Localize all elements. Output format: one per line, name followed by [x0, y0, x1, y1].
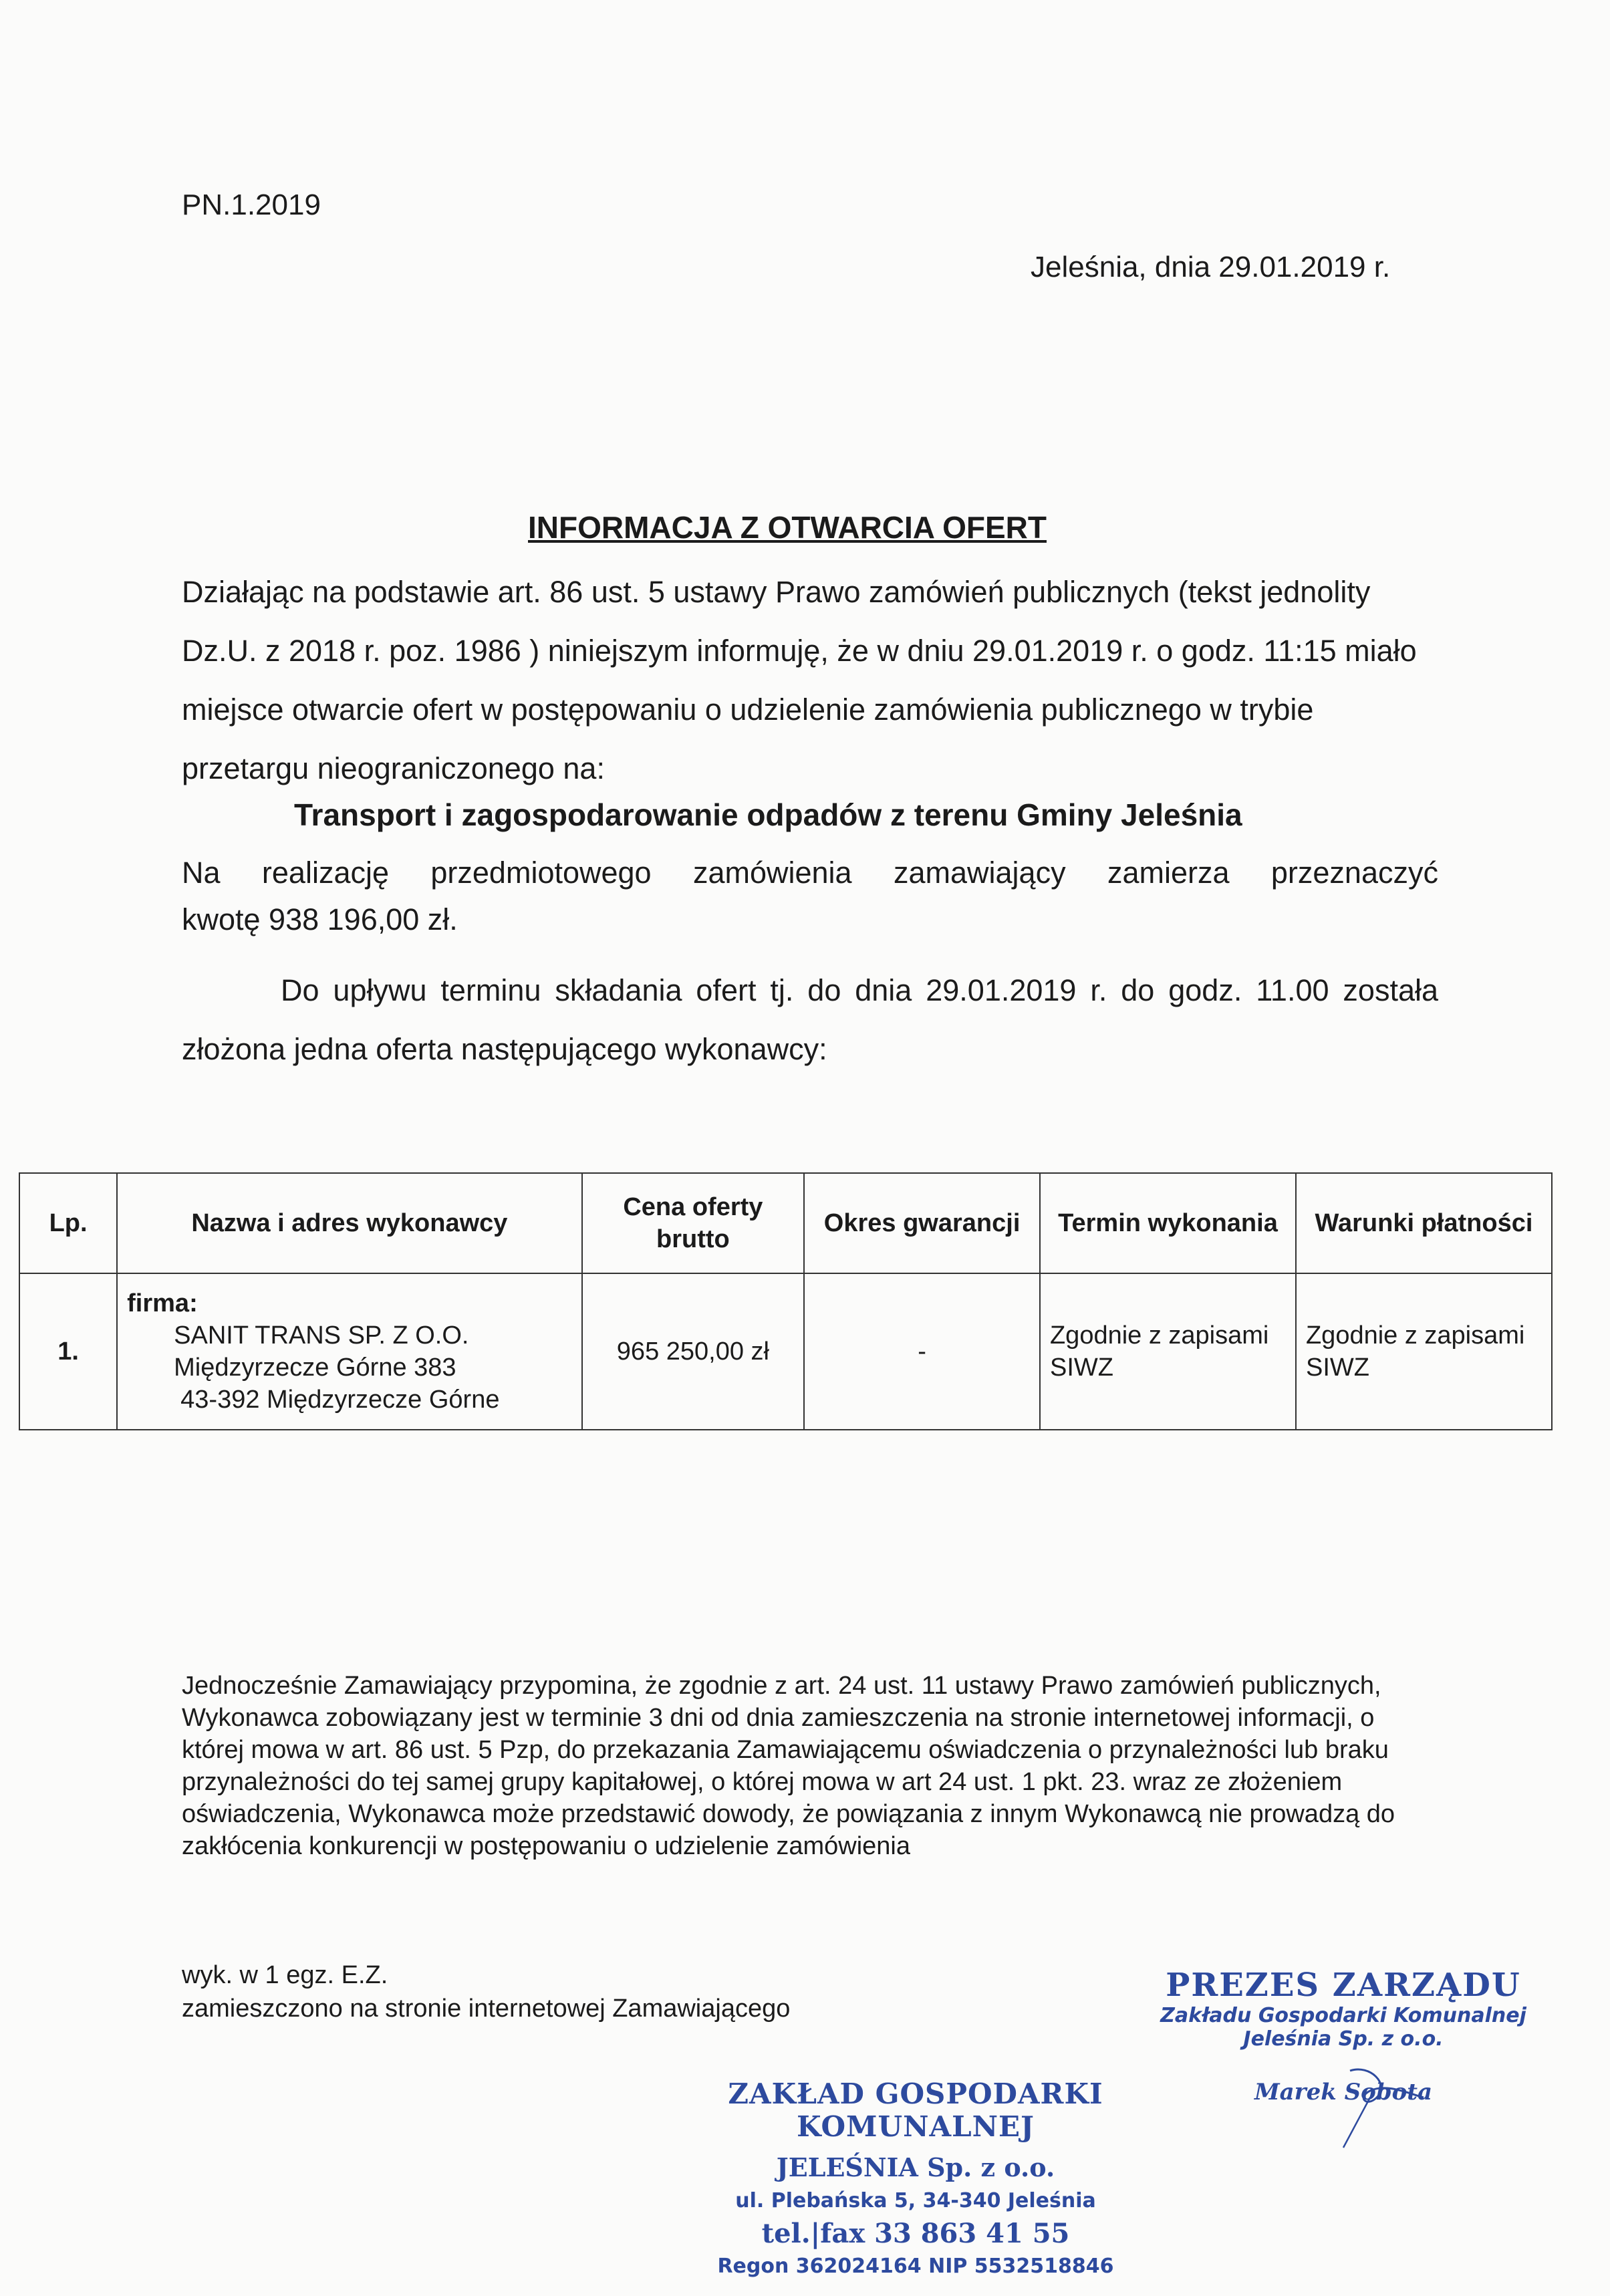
firm-name: SANIT TRANS SP. Z O.O.	[174, 1321, 469, 1350]
header-lp: Lp.	[19, 1173, 117, 1273]
company-stamp-city: JELEŚNIA Sp. z o.o.	[776, 2152, 1055, 2182]
cell-contractor	[117, 1273, 581, 1430]
copies-line: wyk. w 1 egz. E.Z.	[182, 1961, 388, 1989]
cell-term: Zgodnie z zapisami SIWZ	[1040, 1273, 1296, 1430]
cell-price: 965 250,00 zł	[582, 1273, 805, 1430]
document-date: Jeleśnia, dnia 29.01.2019 r.	[1031, 251, 1391, 283]
board-stamp-person: Marek Sobota	[1254, 2079, 1433, 2106]
header-term: Termin wykonania	[1040, 1173, 1296, 1273]
company-stamp-name: ZAKŁAD GOSPODARKI KOMUNALNEJ	[728, 2077, 1103, 2143]
header-payment: Warunki płatności	[1296, 1173, 1552, 1273]
header-name: Nazwa i adres wykonawcy	[117, 1173, 581, 1273]
offers-table	[19, 1172, 1553, 1430]
cell-warranty: -	[804, 1273, 1040, 1430]
notice-paragraph: Jednocześnie Zamawiający przypomina, że zgodnie z art. 24 ust. 11 ustawy Prawo zamówień publicznych, Wykonawca zobowiązany jest w terminie 3 dni od dnia zamieszczenia na stronie internetowej informacji, o której mowa w art. 86 ust. 5 Pzp, do przekazania Zamawiającemu oświadczenia o przynależności lub braku przynależności do tej samej grupy kapitałowej, o której mowa w art 24 ust. 1 pkt. 23. wraz ze złożeniem oświadczenia, Wykonawca może przedstawić dowody, że powiązania z innym Wykonawcą nie prowadzą do zakłócenia konkurencji w postępowaniu o udzielenie zamówienia	[182, 1672, 1395, 1860]
table-row	[19, 1273, 1552, 1430]
board-stamp-company: Zakładu Gospodarki Komunalnej	[1160, 2004, 1526, 2027]
board-stamp-city: Jeleśnia Sp. z o.o.	[1243, 2027, 1444, 2051]
board-stamp-title: PREZES ZARZĄDU	[1166, 1966, 1521, 2004]
copies-note	[182, 1958, 790, 2025]
company-stamp	[675, 2077, 1156, 2278]
budget-amount: kwotę 938 196,00 zł.	[182, 902, 458, 936]
company-stamp-ids: Regon 362024164 NIP 5532518846	[717, 2255, 1114, 2278]
deadline-paragraph: Do upływu terminu składania ofert tj. do dnia 29.01.2019 r. do godz. 11.00 została złożona jedna oferta następującego wykonawcy:	[182, 973, 1438, 1066]
signature-mark	[1330, 2057, 1437, 2151]
header-price: Cena oferty brutto	[582, 1173, 805, 1273]
company-stamp-phone: tel.|fax 33 863 41 55	[761, 2218, 1070, 2249]
firm-street: Międzyrzecze Górne 383	[174, 1354, 456, 1382]
document-title: INFORMACJA Z OTWARCIA OFERT	[528, 510, 1047, 545]
firm-city: 43-392 Międzyrzecze Górne	[180, 1386, 500, 1414]
cell-payment: Zgodnie z zapisami SIWZ	[1296, 1273, 1552, 1430]
publication-line: zamieszczono na stronie internetowej Zamawiającego	[182, 1995, 791, 2023]
table-header-row	[19, 1173, 1552, 1273]
document-reference: PN.1.2019	[182, 188, 321, 221]
contract-subject: Transport i zagospodarowanie odpadów z terenu Gminy Jeleśnia	[294, 797, 1242, 832]
header-warranty: Okres gwarancji	[804, 1173, 1040, 1273]
company-stamp-address: ul. Plebańska 5, 34-340 Jeleśnia	[735, 2189, 1096, 2212]
firm-label: firma:	[127, 1289, 198, 1317]
intro-paragraph: Działając na podstawie art. 86 ust. 5 ustawy Prawo zamówień publicznych (tekst jednolity Dz.U. z 2018 r. poz. 1986 ) niniejszym informuję, że w dniu 29.01.2019 r. o godz. 11:15 miało miejsce otwarcie ofert w postępowaniu o udzielenie zamówienia publicznego w trybie przetargu nieograniczonego na:	[182, 575, 1417, 785]
cell-lp: 1.	[19, 1273, 117, 1430]
budget-line: Na realizację przedmiotowego zamówienia zamawiający zamierza przeznaczyć	[182, 856, 1438, 890]
